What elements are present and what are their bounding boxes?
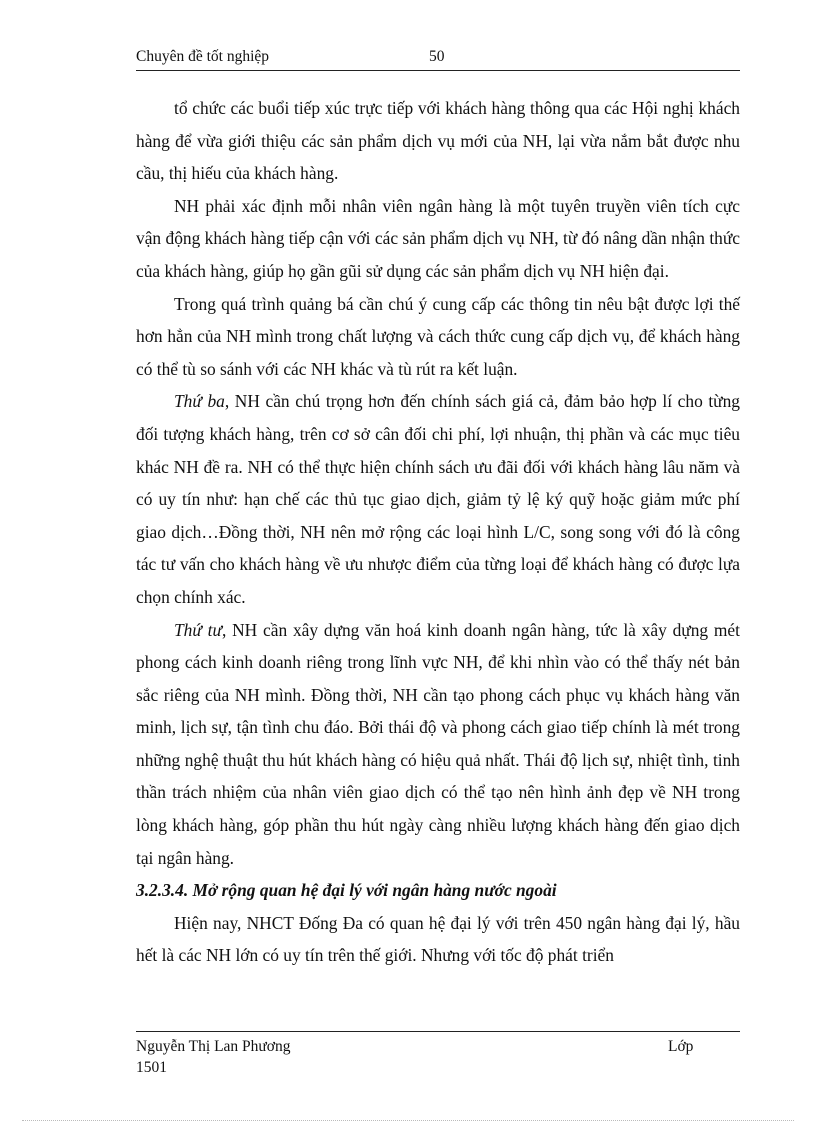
header-title: Chuyên đề tốt nghiệp — [136, 48, 270, 65]
footer-class-code: 1501 — [136, 1059, 167, 1076]
paragraph: Hiện nay, NHCT Đống Đa có quan hệ đại lý với trên 450 ngân hàng đại lý, hầu hết là các NH lớn có uy tín trên thế giới. Nhưng với tốc độ phát triển — [136, 912, 740, 966]
paragraph — [136, 614, 740, 875]
paragraph-lead-italic: Thứ ba — [174, 391, 225, 412]
document-body — [136, 92, 740, 972]
section-heading: 3.2.3.4. Mở rộng quan hệ đại lý với ngân hàng nước ngoài — [136, 880, 557, 901]
paragraph-text: , NH cần chú trọng hơn đến chính sách giá cả, đảm bảo hợp lí cho từng đối tượng khách hàng, trên cơ sở cân đối chi phí, lợi nhuận, thị phần và các mục tiêu khác NH đề ra. NH có thể thực hiện chính sách ưu đãi đối với khách hàng lâu năm và có uy tín như: hạn chế các thủ tục giao dịch, giảm tỷ lệ ký quỹ hoặc giảm mức phí giao dịch…Đồng thời, NH nên mở rộng các loại hình L/C, song song với đó là công tác tư vấn cho khách hàng về ưu nhược điểm của từng loại để khách hàng có được lựa chọn chính xác. — [136, 391, 740, 607]
page-header — [136, 48, 740, 70]
footer-rule — [136, 1031, 740, 1032]
paragraph — [136, 385, 740, 613]
page-boundary-line — [22, 1120, 794, 1121]
paragraph: NH phải xác định mỗi nhân viên ngân hàng là một tuyên truyền viên tích cực vận động khách hàng tiếp cận với các sản phẩm dịch vụ NH, từ đó nâng dần nhận thức của khách hàng, giúp họ gần gũi sử dụng các sản phẩm dịch vụ NH hiện đại. — [136, 195, 740, 281]
paragraph: tổ chức các buổi tiếp xúc trực tiếp với khách hàng thông qua các Hội nghị khách hàng để vừa giới thiệu các sản phẩm dịch vụ mới của NH, lại vừa nắm bắt được nhu cầu, thị hiếu của khách hàng. — [136, 98, 740, 184]
paragraph: Trong quá trình quảng bá cần chú ý cung cấp các thông tin nêu bật được lợi thế hơn hẳn của NH mình trong chất lượng và cách thức cung cấp dịch vụ, để khách hàng có thể tù so sánh với các NH khác và tù rút ra kết luận. — [136, 293, 740, 379]
footer-author: Nguyễn Thị Lan Phương — [136, 1038, 291, 1055]
page-number: 50 — [429, 48, 445, 65]
header-rule — [136, 70, 740, 71]
footer-class-label: Lớp — [668, 1038, 694, 1055]
paragraph-lead-italic: Thứ tư — [174, 619, 222, 640]
paragraph-text: , NH cần xây dựng văn hoá kinh doanh ngân hàng, tức là xây dựng mét phong cách kinh doanh riêng trong lĩnh vực NH, để khi nhìn vào có thể thấy nét bản sắc riêng của NH mình. Đồng thời, NH cần tạo phong cách phục vụ khách hàng văn minh, lịch sự, tận tình chu đáo. Bởi thái độ và phong cách giao tiếp chính là mét trong những nghệ thuật thu hút khách hàng có hiệu quả nhất. Thái độ lịch sự, nhiệt tình, tinh thần trách nhiệm của nhân viên giao dịch có thể tạo nên hình ảnh đẹp về NH trong lòng khách hàng, góp phần thu hút ngày càng nhiều lượng khách hàng đến giao dịch tại ngân hàng. — [136, 619, 740, 868]
